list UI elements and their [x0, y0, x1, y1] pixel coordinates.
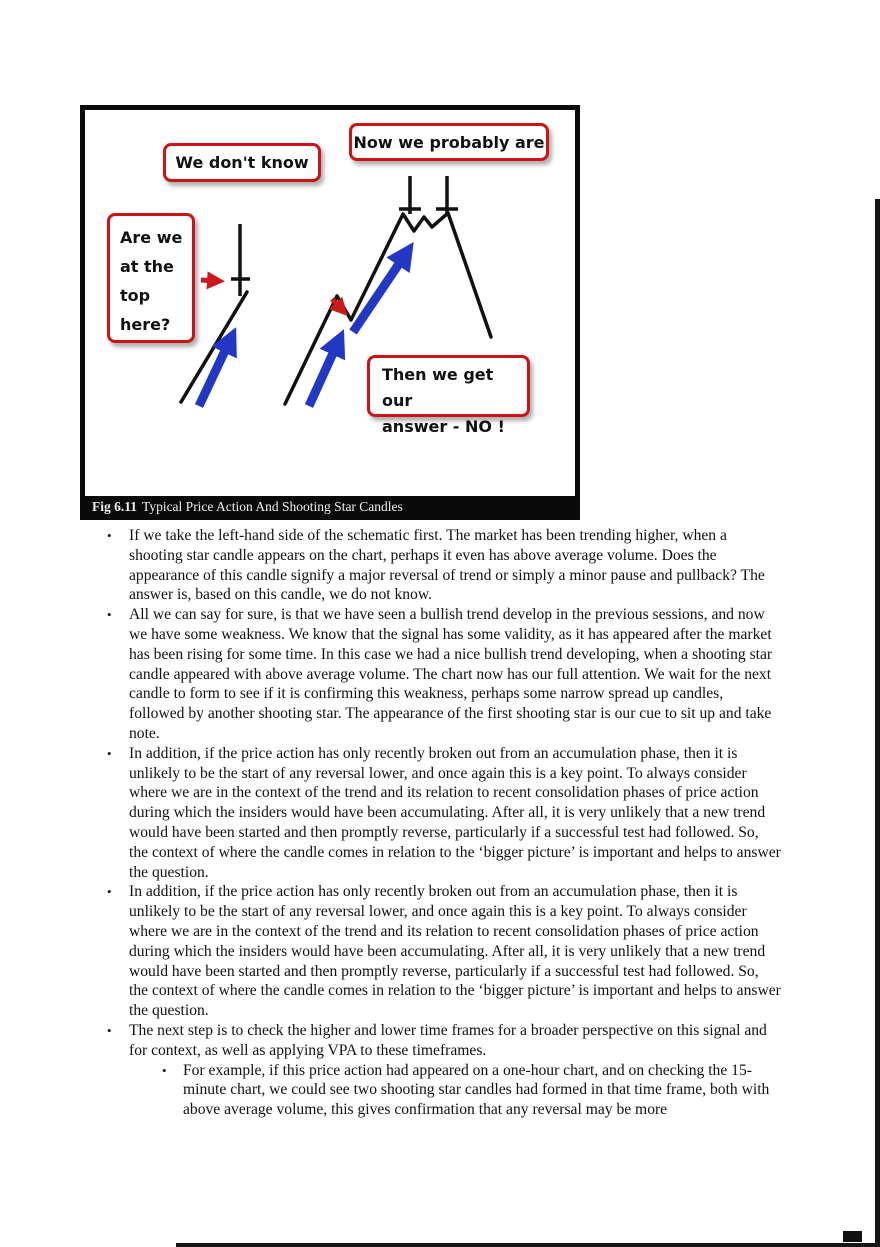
bullet-text: If we take the left-hand side of the schematic first. The market has been trending higher, when a shooting star candle appears on the chart, perhaps it even has above average volume. Does the appearance of this candle signify a major reversal of trend or simply a minor pause and pullback? The answer is, based on this candle, we do not know.: [129, 527, 765, 604]
page-corner-mark: [843, 1231, 862, 1242]
sub-bullet-item: [160, 1061, 781, 1120]
figure-caption: [85, 497, 575, 517]
callout-then-we-get-answer: [367, 355, 530, 436]
page-edge-right: [875, 199, 880, 1247]
callout-now-we-probably-are: Now we probably are: [349, 123, 549, 161]
shooting-star-candle-top-2: [436, 176, 458, 214]
bullet-text: The next step is to check the higher and lower time frames for a broader perspective on this signal and for context, as well as applying VPA to these timeframes.: [129, 1021, 767, 1059]
bullet-icon: •: [107, 528, 112, 543]
bullet-item: [103, 882, 781, 1021]
bullet-text: All we can say for sure, is that we have seen a bullish trend develop in the previous sessions, and now we have some weakness. We know that the signal has some validity, as it has appeared after the market has been rising for some time. In this case we had a nice bullish trend developing, when a shooting star candle appeared with above average volume. The chart now has our full attention. We wait for the next candle to form to see if it is confirming this weakness, perhaps some narrow spread up candles, followed by another shooting star. The appearance of the first shooting star is our cue to sit up and take note.: [129, 606, 773, 742]
bullet-icon: •: [107, 607, 112, 623]
figure-caption-title: Typical Price Action And Shooting Star Candles: [142, 499, 403, 514]
bullet-text: In addition, if the price action has only recently broken out from an accumulation phase, then it is unlikely to be the start of any reversal lower, and once again this is a key point. To always consider where we are in the context of the trend and its relation to recent consolidation phases of price action during which the insiders would have been accumulating. After all, it is very unlikely that a new trend would have been started and then promptly reverse, particularly if a successful test had followed. So, the context of where the candle comes in relation to the ‘bigger picture’ is important and helps to answer the question.: [129, 744, 781, 881]
bullish-arrow-middle: [309, 340, 339, 406]
callout-line: Then we get our: [382, 365, 494, 410]
callout-line: here?: [120, 315, 171, 334]
callout-line: top: [120, 286, 151, 305]
body-text: [103, 526, 781, 1120]
bullet-icon: •: [107, 884, 112, 900]
figure-6-11: [80, 105, 580, 520]
figure-canvas: [85, 110, 575, 496]
bullet-icon: •: [107, 745, 112, 761]
bullet-icon: •: [162, 1062, 167, 1078]
shooting-star-candle-top-1: [399, 176, 421, 214]
bullet-text: In addition, if the price action has only recently broken out from an accumulation phase, then it is unlikely to be the start of any reversal lower, and once again this is a key point. To always consider where we are in the context of the trend and its relation to recent consolidation phases of price action during which the insiders would have been accumulating. After all, it is very unlikely that a new trend would have been started and then promptly reverse, particularly if a successful test had followed. So, the context of where the candle comes in relation to the ‘bigger picture’ is important and helps to answer the question.: [129, 883, 781, 1020]
page-edge-bottom: [176, 1243, 880, 1247]
callout-line: at the: [120, 257, 174, 276]
bullet-item: [103, 605, 781, 744]
bullet-icon: •: [107, 1022, 112, 1038]
bullet-item: [103, 526, 781, 605]
callout-are-we-at-top: [107, 213, 195, 343]
figure-caption-label: Fig 6.11: [92, 499, 138, 514]
callout-line: answer - NO !: [382, 417, 505, 436]
bullet-item: [103, 744, 781, 883]
pullback-arrow-left: [201, 280, 218, 281]
bullet-item: [103, 1021, 781, 1061]
callout-line: Are we: [120, 228, 183, 247]
bullet-text: For example, if this price action had appeared on a one-hour chart, and on checking the 15-minute chart, we could see two shooting star candles had formed in that time frame, both with above average volume, this gives confirmation that any reversal may be more: [183, 1061, 770, 1119]
callout-we-dont-know: We don't know: [163, 143, 321, 182]
shooting-star-candle-left: [231, 224, 250, 296]
